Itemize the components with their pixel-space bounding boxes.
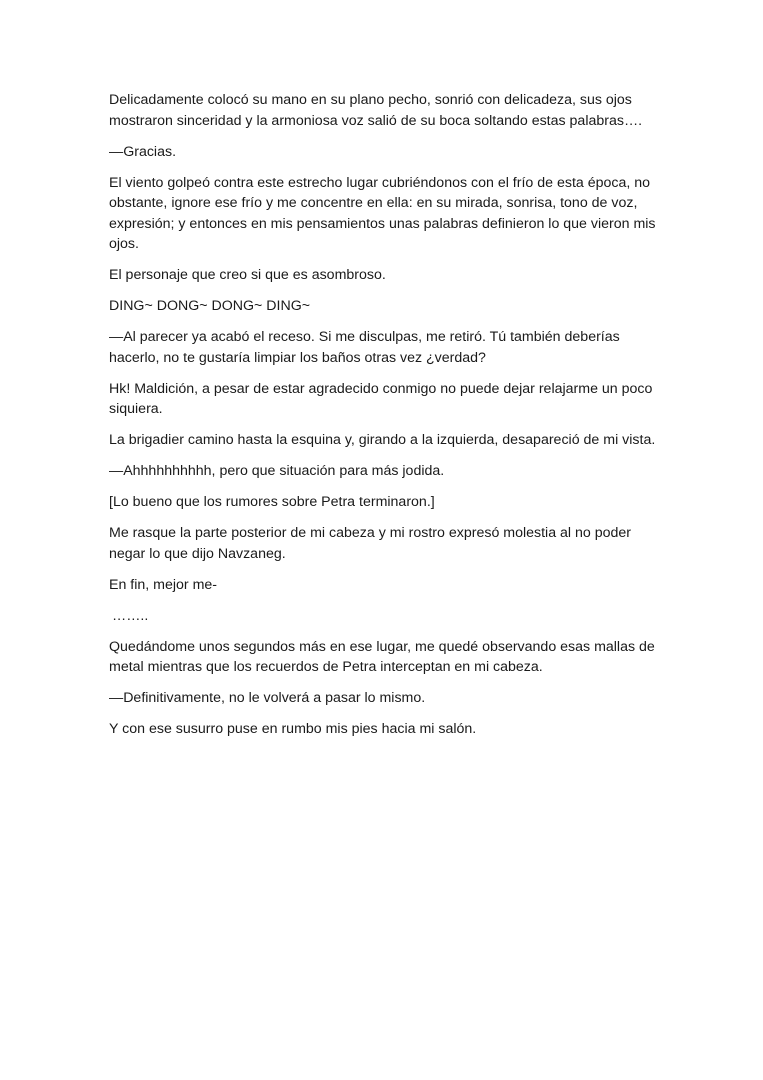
paragraph-9: —Ahhhhhhhhhh, pero que situación para más jodida. bbox=[109, 463, 445, 479]
paragraph-13: …….. bbox=[112, 607, 149, 624]
paragraph-4: El personaje que creo si que es asombroso. bbox=[109, 267, 386, 283]
paragraph-3: El viento golpeó contra este estrecho lugar cubriéndonos con el frío de esta época, no obstante, ignore ese frío y me concentre en ella: en su mirada, sonrisa, tono de voz, expresión; y entonces en mis pensamientos unas palabras definieron lo que vieron mis ojos. bbox=[109, 174, 656, 252]
paragraph-16: Y con ese susurro puse en rumbo mis pies hacia mi salón. bbox=[109, 721, 477, 737]
paragraph-8: La brigadier camino hasta la esquina y, girando a la izquierda, desapareció de mi vista. bbox=[109, 432, 656, 448]
paragraph-5: DING~ DONG~ DONG~ DING~ bbox=[109, 298, 311, 314]
document-body bbox=[109, 90, 659, 750]
paragraph-7: Hk! Maldición, a pesar de estar agradecido conmigo no puede dejar relajarme un poco siquiera. bbox=[109, 380, 653, 417]
paragraph-6: —Al parecer ya acabó el receso. Si me disculpas, me retiró. Tú también deberías hacerlo, no te gustaría limpiar los baños otras vez ¿verdad? bbox=[109, 329, 620, 366]
paragraph-12: En fin, mejor me- bbox=[109, 576, 218, 593]
paragraph-14: Quedándome unos segundos más en ese lugar, me quedé observando esas mallas de metal mientras que los recuerdos de Petra interceptan en mi cabeza. bbox=[109, 638, 655, 675]
paragraph-2: —Gracias. bbox=[109, 143, 177, 160]
paragraph-15: —Definitivamente, no le volverá a pasar lo mismo. bbox=[109, 690, 426, 706]
paragraph-10: [Lo bueno que los rumores sobre Petra terminaron.] bbox=[109, 494, 435, 510]
paragraph-1: Delicadamente colocó su mano en su plano pecho, sonrió con delicadeza, sus ojos mostraron sinceridad y la armoniosa voz salió de su boca soltando estas palabras…. bbox=[109, 92, 643, 129]
paragraph-11: Me rasque la parte posterior de mi cabeza y mi rostro expresó molestia al no poder negar lo que dijo Navzaneg. bbox=[109, 525, 632, 562]
